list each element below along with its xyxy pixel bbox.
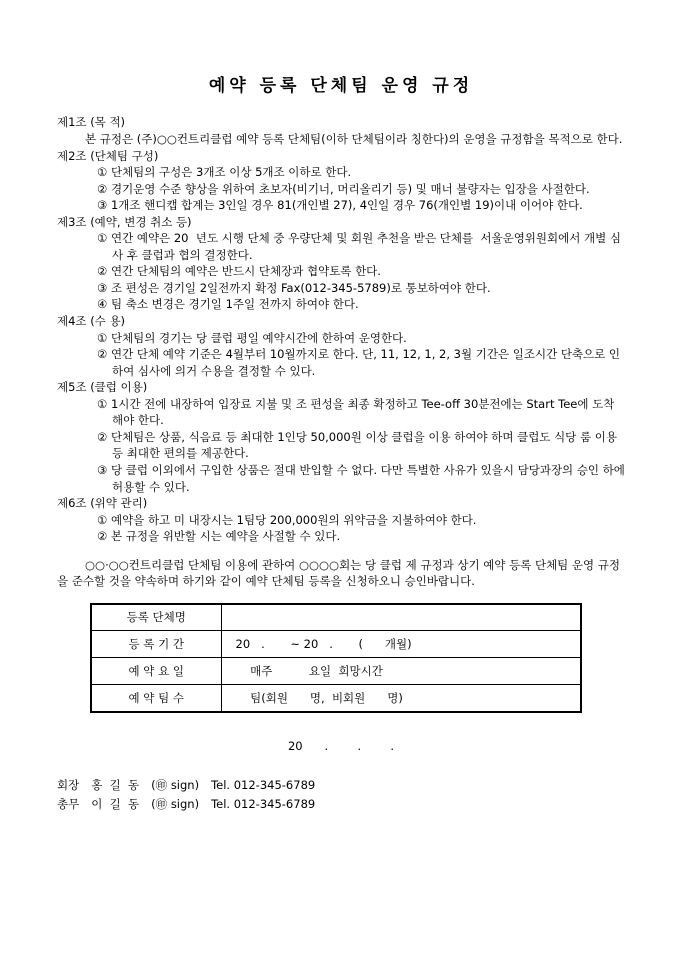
form-value-team-count: 팀(회원 명, 비회원 명) bbox=[221, 685, 581, 712]
article-item: ② 연간 단체 예약 기준은 4월부터 10월까지로 한다. 단, 11, 12, 1, 2, 3월 기간은 일조시간 단축으로 인하여 심사에 의거 수용을 결정할 수 있다. bbox=[97, 347, 621, 378]
article-item: ① 1시간 전에 내장하여 입장료 지불 및 조 편성을 최종 확정하고 Tee-off 30분전에는 Start Tee에 도착해야 한다. bbox=[97, 396, 615, 428]
form-row-registration-period bbox=[91, 631, 581, 658]
article-heading: 제5조 (클럽 이용) bbox=[57, 380, 148, 395]
article-2 bbox=[57, 148, 625, 214]
form-row-team-count bbox=[91, 685, 581, 712]
signature-row-chairman bbox=[57, 776, 625, 795]
article-paragraph: 본 규정은 (주)○○컨트리클럽 예약 등록 단체팀(이하 단체팀이라 칭한다)의 운영을 규정함을 목적으로 한다. bbox=[85, 132, 623, 147]
article-heading: 제1조 (목 적) bbox=[57, 115, 126, 130]
date-line: 20 . . . bbox=[287, 738, 395, 753]
article-item: ③ 1개조 핸디캡 합계는 3인일 경우 81(개인별 27), 4인일 경우 76(개인별 19)이내 이어야 한다. bbox=[97, 198, 583, 213]
article-heading: 제4조 (수 용) bbox=[57, 314, 126, 329]
article-item: ④ 팀 축소 변경은 경기일 1주일 전까지 하여야 한다. bbox=[97, 297, 359, 312]
article-item: ③ 조 편성은 경기일 2일전까지 확정 Fax(012-345-5789)로 통보하여야 한다. bbox=[97, 280, 491, 295]
article-item: ③ 당 클럽 이외에서 구입한 상품은 절대 반입할 수 없다. 다만 특별한 사유가 있을시 담당과장의 승인 하에 허용할 수 있다. bbox=[97, 462, 629, 494]
article-heading: 제6조 (위약 관리) bbox=[57, 496, 148, 511]
article-item: ① 연간 예약은 20 년도 시행 단체 중 우량단체 및 회원 추천을 받은 단체를 서울운영위원회에서 개별 심사 후 클럽과 협의 결정한다. bbox=[97, 231, 621, 262]
signature-row-secretary bbox=[57, 795, 625, 814]
signature-seal: (㊞ sign) bbox=[151, 778, 200, 793]
signature-tel: Tel. 012-345-6789 bbox=[211, 797, 316, 812]
form-value-reservation-day: 매주 요일 희망시간 bbox=[221, 658, 581, 685]
document-title: 예약 등록 단체팀 운영 규정 bbox=[208, 76, 474, 96]
article-item: ② 단체팀은 상품, 식음료 등 최대한 1인당 50,000원 이상 클럽을 이용 하여야 하며 클럽도 식당 룸 이용 등 최대한 편의를 제공한다. bbox=[97, 429, 621, 461]
article-6 bbox=[57, 495, 625, 545]
signature-role: 총무 bbox=[57, 797, 80, 812]
signature-seal: (㊞ sign) bbox=[151, 797, 200, 812]
article-5 bbox=[57, 379, 629, 495]
article-item: ① 예약을 하고 미 내장시는 1팀당 200,000원의 위약금을 지불하여야 한다. bbox=[97, 512, 477, 527]
signature-role: 회장 bbox=[57, 778, 80, 793]
form-label-registration-period: 등 록 기 간 bbox=[91, 631, 221, 658]
signature-name: 이 길 동 bbox=[91, 797, 140, 812]
form-row-group-name bbox=[91, 604, 581, 631]
form-label-reservation-day: 예 약 요 일 bbox=[91, 658, 221, 685]
registration-form-table bbox=[90, 603, 582, 713]
article-item: ② 본 규정을 위반할 시는 예약을 사절할 수 있다. bbox=[97, 529, 341, 544]
signature-name: 홍 길 동 bbox=[91, 778, 140, 793]
article-1 bbox=[57, 114, 625, 147]
article-item: ② 연간 단체팀의 예약은 반드시 단체장과 협약토록 한다. bbox=[97, 264, 381, 279]
article-4 bbox=[57, 313, 625, 379]
article-item: ① 단체팀의 경기는 당 클럽 평일 예약시간에 한하여 운영한다. bbox=[97, 330, 407, 345]
form-label-group-name: 등록 단체명 bbox=[91, 604, 221, 631]
signature-tel: Tel. 012-345-6789 bbox=[211, 778, 316, 793]
pledge-paragraph: ○○·○○컨트리클럽 단체팀 이용에 관하여 ○○○○회는 당 클럽 제 규정과 상기 예약 등록 단체팀 운영 규정을 준수할 것을 약속하며 하기와 같이 예약 단체팀 등록을 신청하오니 승인바랍니다. bbox=[57, 557, 621, 589]
form-row-reservation-day bbox=[91, 658, 581, 685]
article-item: ② 경기운영 수준 향상을 위하여 초보자(비기너, 머리올리기 등) 및 매너 불량자는 입장을 사절한다. bbox=[97, 181, 590, 196]
article-3 bbox=[57, 214, 625, 313]
form-label-team-count: 예 약 팀 수 bbox=[91, 685, 221, 712]
article-heading: 제3조 (예약, 변경 취소 등) bbox=[57, 214, 192, 229]
form-value-registration-period: 20 . ~ 20 . ( 개월) bbox=[221, 631, 581, 658]
article-item: ① 단체팀의 구성은 3개조 이상 5개조 이하로 한다. bbox=[97, 165, 352, 180]
signature-block bbox=[57, 776, 625, 814]
article-heading: 제2조 (단체팀 구성) bbox=[57, 148, 159, 163]
form-value-group-name bbox=[221, 604, 581, 631]
